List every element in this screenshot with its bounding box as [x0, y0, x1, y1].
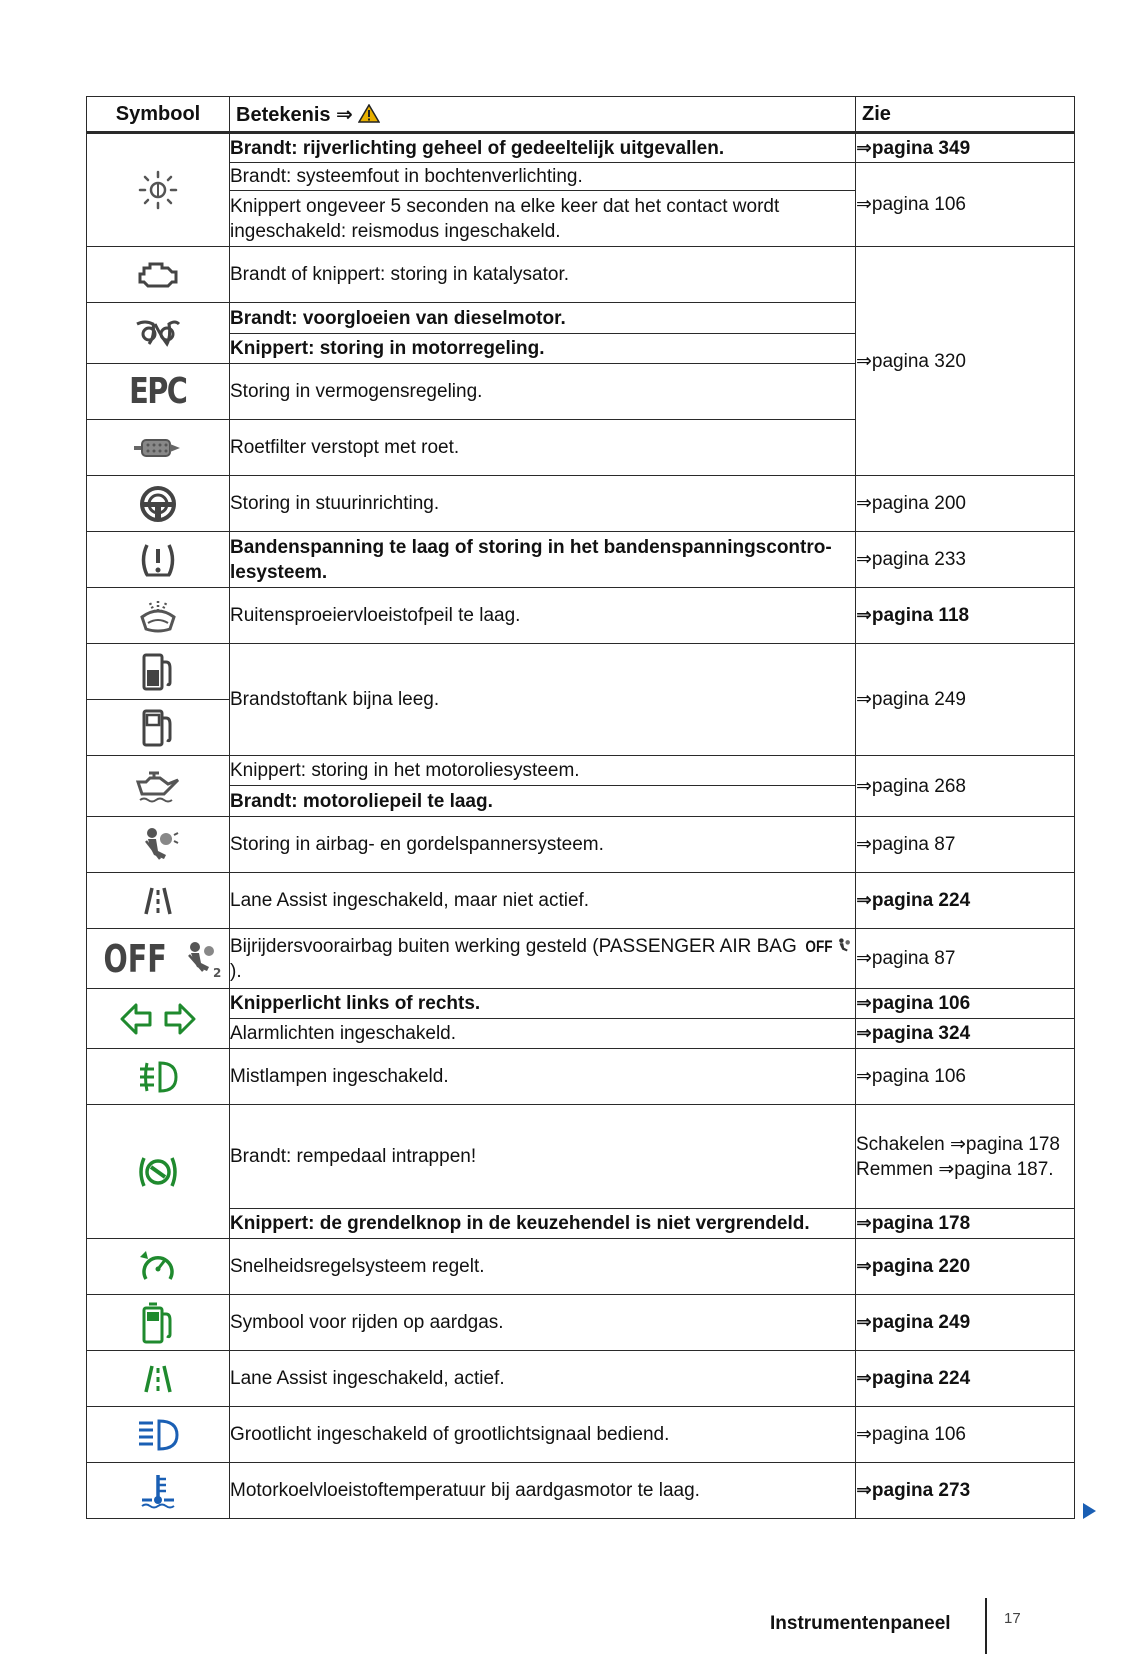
- page-number: 17: [1004, 1610, 1021, 1627]
- turn-signal-icon: [87, 989, 230, 1049]
- meaning-cell: Grootlicht ingeschakeld of grootlichtsignaal bediend.: [230, 1407, 856, 1463]
- page-link[interactable]: ⇒pagina 87: [856, 817, 1075, 873]
- meaning-cell: Knippert: storing in motorregeling.: [230, 334, 856, 364]
- symbol-table: [86, 96, 1075, 1519]
- lane-assist-active-icon: [87, 1351, 230, 1407]
- meaning-cell: Alarmlichten ingeschakeld.: [230, 1019, 856, 1049]
- meaning-cell: Knippert: storing in het motoroliesysteem.: [230, 756, 856, 786]
- steering-fault-icon: [87, 476, 230, 532]
- airbag-icon: [87, 817, 230, 873]
- page-link[interactable]: ⇒pagina 106: [856, 1407, 1075, 1463]
- meaning-cell: Mistlampen ingeschakeld.: [230, 1049, 856, 1105]
- page-link[interactable]: ⇒pagina 320: [856, 247, 1075, 476]
- washer-fluid-icon: [87, 588, 230, 644]
- page-link[interactable]: ⇒pagina 268: [856, 756, 1075, 817]
- page-link[interactable]: ⇒pagina 249: [856, 1295, 1075, 1351]
- meaning-cell: Brandt: rempedaal intrappen!: [230, 1105, 856, 1209]
- page-link[interactable]: ⇒pagina 273: [856, 1463, 1075, 1519]
- cruise-control-icon: [87, 1239, 230, 1295]
- natural-gas-icon: [87, 1295, 230, 1351]
- meaning-cell: Bandenspanning te laag of storing in het bandenspanningscontro-lesysteem.: [230, 532, 856, 588]
- engine-catalyst-icon: [87, 247, 230, 303]
- svg-text:2: 2: [212, 965, 222, 979]
- page-link[interactable]: ⇒pagina 224: [856, 873, 1075, 929]
- page-link[interactable]: ⇒pagina 324: [856, 1019, 1075, 1049]
- coolant-temperature-icon: [87, 1463, 230, 1519]
- page-link[interactable]: ⇒pagina 178: [856, 1209, 1075, 1239]
- footer-divider: [985, 1598, 987, 1654]
- meaning-cell: Bijrijdersvoorairbag buiten werking gesteld (PASSENGER AIR BAG OFF).: [230, 929, 856, 989]
- header-see: Zie: [856, 97, 1075, 133]
- meaning-cell: Brandt: systeemfout in bochtenverlichting.: [230, 163, 856, 191]
- meaning-cell: Brandt: motoroliepeil te laag.: [230, 786, 856, 817]
- meaning-cell: Storing in airbag- en gordelspannersysteem.: [230, 817, 856, 873]
- header-meaning: Betekenis ⇒: [230, 97, 856, 133]
- meaning-cell: Knippert: de grendelknop in de keuzehendel is niet vergrendeld.: [230, 1209, 856, 1239]
- meaning-cell: Brandt of knippert: storing in katalysator.: [230, 247, 856, 303]
- particulate-filter-icon: [87, 420, 230, 476]
- epc-icon: EPC: [87, 364, 230, 420]
- warning-triangle-icon: [358, 104, 380, 123]
- brake-pedal-icon: [87, 1105, 230, 1239]
- meaning-cell: Ruitensproeiervloeistofpeil te laag.: [230, 588, 856, 644]
- header-symbol: Symbool: [87, 97, 230, 133]
- airbag-inline-icon: [836, 937, 854, 955]
- meaning-cell: Lane Assist ingeschakeld, actief.: [230, 1351, 856, 1407]
- page-link[interactable]: ⇒pagina 249: [856, 644, 1075, 756]
- section-title: Instrumentenpaneel: [770, 1613, 951, 1634]
- lane-assist-inactive-icon: [87, 873, 230, 929]
- fuel-empty-icon: [87, 700, 229, 755]
- off-inline-icon: OFF: [805, 936, 833, 956]
- page-link[interactable]: ⇒pagina 106: [856, 163, 1075, 247]
- meaning-cell: Storing in vermogensregeling.: [230, 364, 856, 420]
- page-link[interactable]: ⇒pagina 200: [856, 476, 1075, 532]
- meaning-cell: Brandstoftank bijna leeg.: [230, 644, 856, 756]
- oil-pressure-icon: [87, 756, 230, 817]
- glow-plug-icon: [87, 303, 230, 364]
- meaning-cell: Lane Assist ingeschakeld, maar niet actief.: [230, 873, 856, 929]
- meaning-cell: Knippert ongeveer 5 seconden na elke keer dat het contact wordt ingeschakeld: reismodus ingeschakeld.: [230, 191, 856, 247]
- page-link[interactable]: Schakelen ⇒pagina 178: [856, 1133, 1060, 1155]
- fuel-icons-cell: [87, 644, 230, 756]
- meaning-cell: Snelheidsregelsysteem regelt.: [230, 1239, 856, 1295]
- meaning-cell: Roetfilter verstopt met roet.: [230, 420, 856, 476]
- page-link-group: [856, 1105, 1075, 1209]
- meaning-cell: Brandt: rijverlichting geheel of gedeeltelijk uitgevallen.: [230, 133, 856, 163]
- table-header: [87, 97, 1075, 133]
- meaning-cell: Motorkoelvloeistoftemperatuur bij aardgasmotor te laag.: [230, 1463, 856, 1519]
- page-link[interactable]: ⇒pagina 224: [856, 1351, 1075, 1407]
- meaning-cell: Symbool voor rijden op aardgas.: [230, 1295, 856, 1351]
- high-beam-icon: [87, 1407, 230, 1463]
- meaning-cell: Knipperlicht links of rechts.: [230, 989, 856, 1019]
- passenger-airbag-off-icon: OFF 2: [87, 929, 230, 989]
- page-link[interactable]: ⇒pagina 349: [856, 133, 1075, 163]
- tyre-pressure-icon: [87, 532, 230, 588]
- page-link[interactable]: ⇒pagina 106: [856, 989, 1075, 1019]
- headlight-fault-icon: [87, 133, 230, 247]
- page-link[interactable]: Remmen ⇒pagina 187.: [856, 1158, 1054, 1180]
- fog-lamp-icon: [87, 1049, 230, 1105]
- page-link[interactable]: ⇒pagina 106: [856, 1049, 1075, 1105]
- next-page-arrow-icon[interactable]: [1083, 1503, 1096, 1519]
- meaning-cell: Brandt: voorgloeien van dieselmotor.: [230, 303, 856, 334]
- meaning-cell: Storing in stuurinrichting.: [230, 476, 856, 532]
- fuel-reserve-icon: [87, 644, 229, 700]
- page-link[interactable]: ⇒pagina 87: [856, 929, 1075, 989]
- page-link[interactable]: ⇒pagina 220: [856, 1239, 1075, 1295]
- page-link[interactable]: ⇒pagina 118: [856, 588, 1075, 644]
- page-link[interactable]: ⇒pagina 233: [856, 532, 1075, 588]
